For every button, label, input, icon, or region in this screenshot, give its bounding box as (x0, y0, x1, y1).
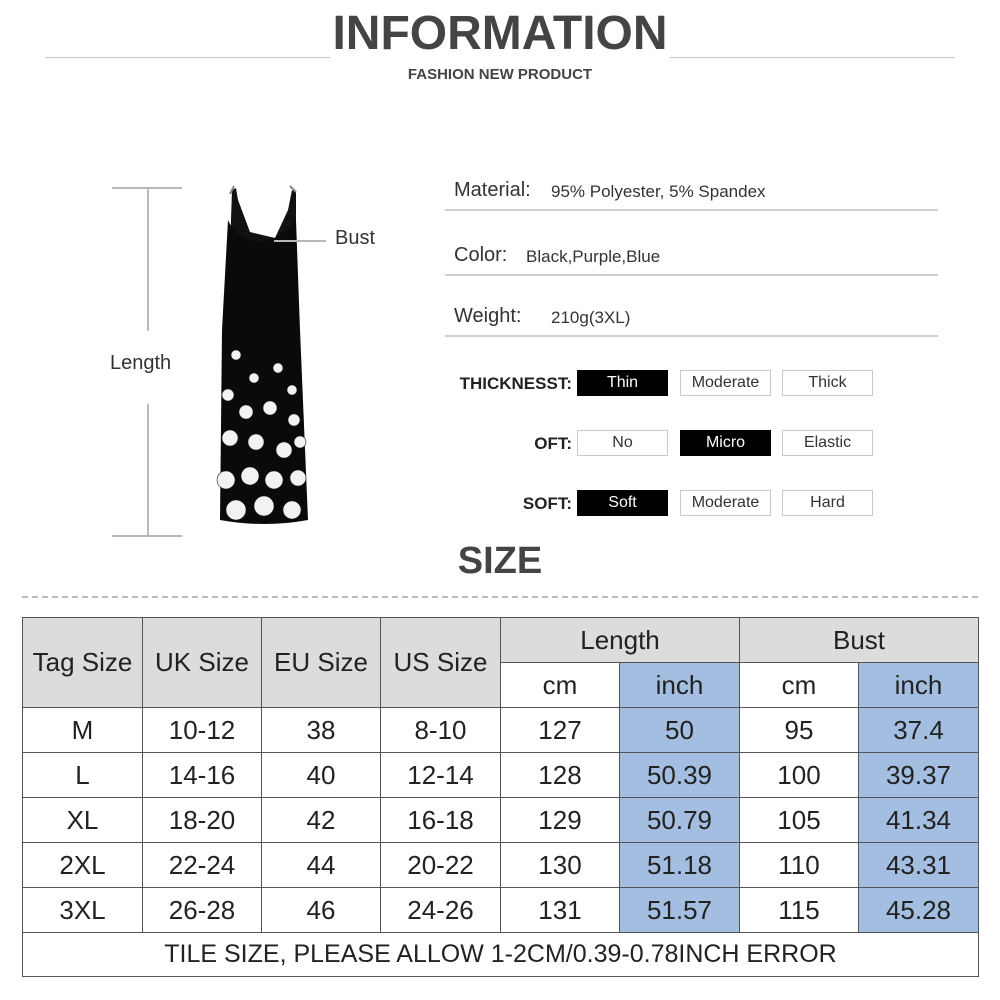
page-title: INFORMATION (332, 7, 668, 60)
length-bottom-tick (112, 535, 182, 537)
cell-length-inch: 50.39 (620, 753, 740, 798)
cell-us: 24-26 (381, 888, 501, 933)
cell-length-inch: 50.79 (620, 798, 740, 843)
size-table (22, 617, 979, 977)
soft-option-soft[interactable]: Soft (577, 490, 668, 516)
cell-uk: 22-24 (143, 843, 262, 888)
cell-eu: 40 (262, 753, 381, 798)
header-uk-size: UK Size (143, 618, 262, 708)
header-length: Length (501, 618, 740, 663)
cell-tag: XL (23, 798, 143, 843)
cell-length-cm: 131 (501, 888, 620, 933)
weight-row (445, 305, 938, 337)
cell-length-cm: 127 (501, 708, 620, 753)
cell-bust-inch: 37.4 (859, 708, 979, 753)
cell-us: 8-10 (381, 708, 501, 753)
page-subtitle: FASHION NEW PRODUCT (407, 66, 593, 83)
cell-us: 20-22 (381, 843, 501, 888)
bust-label: Bust (335, 227, 376, 249)
cell-bust-inch: 41.34 (859, 798, 979, 843)
material-key: Material: (454, 179, 531, 201)
cell-eu: 38 (262, 708, 381, 753)
cell-uk: 18-20 (143, 798, 262, 843)
soft-option-hard[interactable]: Hard (782, 490, 873, 516)
weight-value: 210g(3XL) (551, 308, 631, 327)
cell-length-inch: 51.18 (620, 843, 740, 888)
cell-us: 12-14 (381, 753, 501, 798)
cell-length-inch: 50 (620, 708, 740, 753)
cell-bust-cm: 110 (740, 843, 859, 888)
table-note-row (23, 933, 979, 977)
measurement-note: TILE SIZE, PLEASE ALLOW 1-2CM/0.39-0.78INCH ERROR (23, 933, 979, 977)
cell-tag: 3XL (23, 888, 143, 933)
color-value: Black,Purple,Blue (526, 247, 661, 266)
thickness-option-thick[interactable]: Thick (782, 370, 873, 396)
dress-image (200, 180, 330, 530)
bust-line (274, 240, 326, 242)
cell-length-cm: 128 (501, 753, 620, 798)
header-bust: Bust (740, 618, 979, 663)
cell-bust-cm: 105 (740, 798, 859, 843)
table-row (23, 798, 979, 843)
table-header-row (23, 618, 979, 663)
cell-uk: 10-12 (143, 708, 262, 753)
cell-eu: 44 (262, 843, 381, 888)
cell-bust-inch: 43.31 (859, 843, 979, 888)
color-key: Color: (454, 244, 508, 266)
stretch-option-elastic[interactable]: Elastic (782, 430, 873, 456)
cell-uk: 26-28 (143, 888, 262, 933)
material-value: 95% Polyester, 5% Spandex (551, 182, 766, 201)
table-row (23, 888, 979, 933)
thickness-option-moderate[interactable]: Moderate (680, 370, 771, 396)
cell-bust-cm: 95 (740, 708, 859, 753)
length-line-upper (147, 189, 149, 331)
cell-tag: 2XL (23, 843, 143, 888)
color-row (445, 244, 938, 276)
cell-bust-inch: 39.37 (859, 753, 979, 798)
size-divider (22, 596, 978, 598)
cell-length-inch: 51.57 (620, 888, 740, 933)
cell-length-cm: 129 (501, 798, 620, 843)
unit-length-cm: cm (501, 663, 620, 708)
cell-eu: 42 (262, 798, 381, 843)
table-row (23, 708, 979, 753)
cell-length-cm: 130 (501, 843, 620, 888)
cell-uk: 14-16 (143, 753, 262, 798)
unit-bust-cm: cm (740, 663, 859, 708)
soft-label: SOFT: (522, 494, 572, 513)
table-row (23, 753, 979, 798)
cell-tag: L (23, 753, 143, 798)
cell-bust-cm: 115 (740, 888, 859, 933)
stretch-label: OFT: (534, 434, 572, 453)
header-tag-size: Tag Size (23, 618, 143, 708)
weight-key: Weight: (454, 305, 522, 327)
cell-us: 16-18 (381, 798, 501, 843)
thickness-option-thin[interactable]: Thin (577, 370, 668, 396)
thickness-label: THICKNESST: (459, 374, 572, 393)
size-title: SIZE (457, 540, 543, 582)
unit-length-inch: inch (620, 663, 740, 708)
length-label: Length (110, 352, 172, 374)
header-eu-size: EU Size (262, 618, 381, 708)
table-row (23, 843, 979, 888)
stretch-option-no[interactable]: No (577, 430, 668, 456)
unit-bust-inch: inch (859, 663, 979, 708)
cell-bust-cm: 100 (740, 753, 859, 798)
cell-eu: 46 (262, 888, 381, 933)
cell-tag: M (23, 708, 143, 753)
soft-option-moderate[interactable]: Moderate (680, 490, 771, 516)
material-row (445, 179, 938, 211)
stretch-option-micro[interactable]: Micro (680, 430, 771, 456)
length-line-lower (147, 404, 149, 536)
cell-bust-inch: 45.28 (859, 888, 979, 933)
header-us-size: US Size (381, 618, 501, 708)
